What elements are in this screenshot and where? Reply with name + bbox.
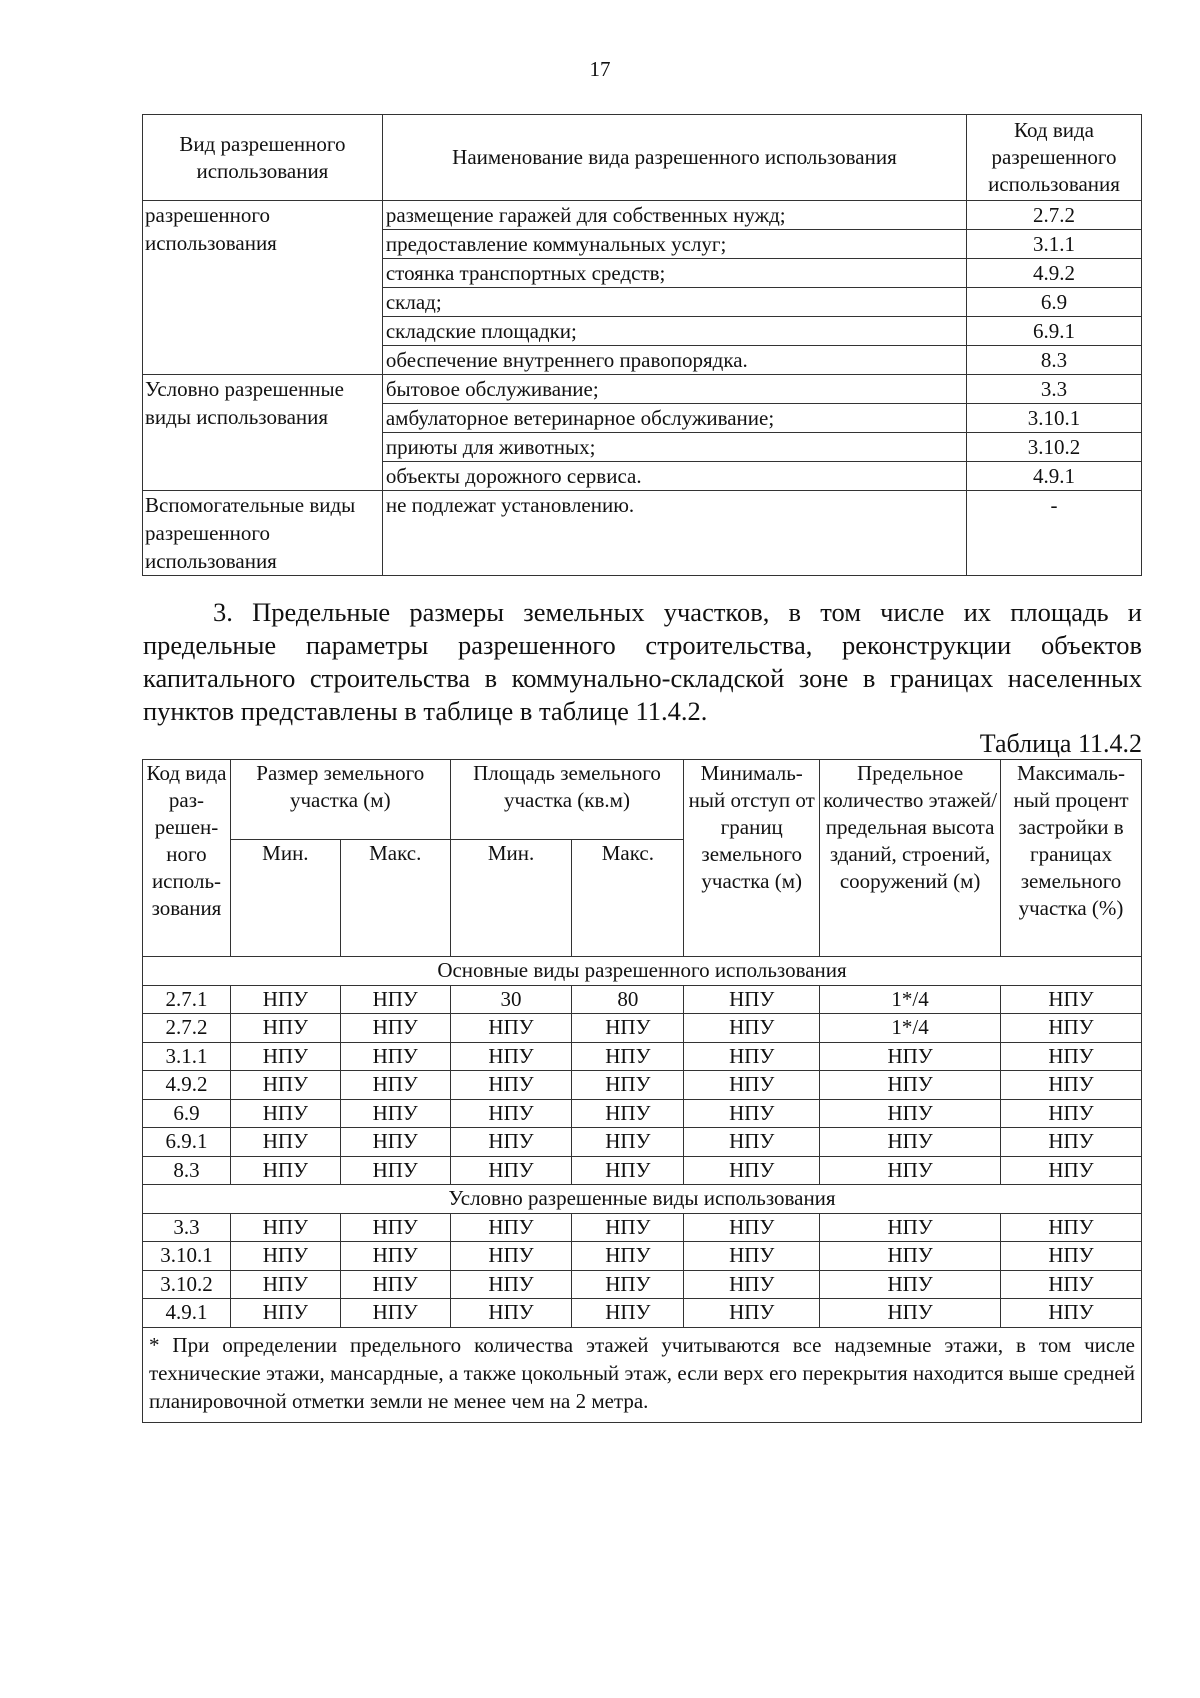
cell: НПУ	[1001, 1128, 1142, 1157]
table-row	[143, 1270, 1142, 1299]
cell: НПУ	[230, 1014, 340, 1043]
cell: НПУ	[230, 1213, 340, 1242]
header-code: Код вида раз- решен- ного исполь- зования	[143, 760, 231, 957]
cell: НПУ	[450, 1242, 572, 1271]
cell: НПУ	[820, 1299, 1001, 1328]
cell: НПУ	[572, 1128, 684, 1157]
cell: НПУ	[684, 1014, 820, 1043]
cell: НПУ	[340, 1014, 450, 1043]
page-number: 17	[589, 57, 611, 81]
use-code-cell: -	[967, 491, 1142, 576]
use-code-cell: 8.3	[967, 346, 1142, 375]
cell: НПУ	[230, 1128, 340, 1157]
footnote: * При определении предельного количества этажей учитываются все надземные этажи, в том числе технические этажи, мансардные, а также цокольный этаж, если верх его перекрытия находится выше средней планировочной отметки земли не менее чем на 2 метра.	[143, 1327, 1142, 1422]
header-plot-size-min: Мин.	[230, 840, 340, 957]
cell: НПУ	[340, 1042, 450, 1071]
use-name-cell: бытовое обслуживание;	[382, 375, 966, 404]
cell: 30	[450, 985, 572, 1014]
section-row	[143, 1185, 1142, 1214]
header-plot-area-max: Макс.	[572, 840, 684, 957]
cell: НПУ	[820, 1270, 1001, 1299]
cell: НПУ	[1001, 1213, 1142, 1242]
cell: НПУ	[1001, 1156, 1142, 1185]
table-row	[143, 1213, 1142, 1242]
cell: НПУ	[450, 1071, 572, 1100]
cell: НПУ	[340, 1270, 450, 1299]
table-row	[143, 985, 1142, 1014]
use-code-cell: 3.10.2	[967, 433, 1142, 462]
use-code-cell: 3.10.1	[967, 404, 1142, 433]
cell: НПУ	[1001, 1299, 1142, 1328]
table-row	[143, 375, 1142, 404]
cell: НПУ	[820, 1128, 1001, 1157]
cell: 3.1.1	[143, 1042, 231, 1071]
header-min-setback: Минималь- ный отступ от границ земельного участка (м)	[684, 760, 820, 957]
cell: НПУ	[684, 1299, 820, 1328]
cell: НПУ	[684, 1156, 820, 1185]
use-name-cell: стоянка транспортных средств;	[382, 259, 966, 288]
section-title: Условно разрешенные виды использования	[143, 1185, 1142, 1214]
cell: НПУ	[1001, 1071, 1142, 1100]
use-code-cell: 4.9.2	[967, 259, 1142, 288]
header-max-floors: Предельное количество этажей/ предельная высота зданий, строений, сооружений (м)	[820, 760, 1001, 957]
cell: НПУ	[572, 1071, 684, 1100]
header-plot-area: Площадь земельного участка (кв.м)	[450, 760, 684, 840]
cell: 8.3	[143, 1156, 231, 1185]
use-code-cell: 3.3	[967, 375, 1142, 404]
cell: НПУ	[230, 1299, 340, 1328]
use-code-cell: 2.7.2	[967, 201, 1142, 230]
cell: НПУ	[450, 1270, 572, 1299]
cell: НПУ	[340, 1242, 450, 1271]
cell: НПУ	[1001, 985, 1142, 1014]
cell: НПУ	[820, 1099, 1001, 1128]
header-plot-size-max: Макс.	[340, 840, 450, 957]
category-cell: Вспомогательные виды разрешенного использования	[143, 491, 383, 576]
table-row	[143, 1042, 1142, 1071]
cell: НПУ	[340, 1156, 450, 1185]
cell: НПУ	[684, 1071, 820, 1100]
cell: НПУ	[450, 1014, 572, 1043]
header-plot-area-min: Мин.	[450, 840, 572, 957]
cell: НПУ	[684, 1213, 820, 1242]
paragraph-text: 3. Предельные размеры земельных участков, в том числе их площадь и предельные параметры разрешенного строительства, реконструкции объектов капитального строительства в коммунально-складской зоне в границах населенных пунктов представлены в таблице в таблице 11.4.2.	[143, 597, 1142, 726]
use-name-cell: склад;	[382, 288, 966, 317]
cell: НПУ	[820, 1042, 1001, 1071]
cell: НПУ	[684, 1270, 820, 1299]
cell: НПУ	[450, 1042, 572, 1071]
use-name-cell: складские площадки;	[382, 317, 966, 346]
cell: НПУ	[1001, 1242, 1142, 1271]
table-row	[143, 1099, 1142, 1128]
cell: 3.10.2	[143, 1270, 231, 1299]
cell: НПУ	[230, 985, 340, 1014]
cell: НПУ	[572, 1014, 684, 1043]
table-row	[143, 1014, 1142, 1043]
cell: 2.7.2	[143, 1014, 231, 1043]
table-row	[143, 1071, 1142, 1100]
cell: НПУ	[230, 1270, 340, 1299]
cell: 6.9.1	[143, 1128, 231, 1157]
cell: НПУ	[684, 985, 820, 1014]
header-use-code: Код вида разрешенного использования	[967, 115, 1142, 201]
cell: НПУ	[450, 1213, 572, 1242]
section-title: Основные виды разрешенного использования	[143, 957, 1142, 986]
cell: 2.7.1	[143, 985, 231, 1014]
cell: НПУ	[230, 1242, 340, 1271]
table-row	[143, 201, 1142, 230]
cell: НПУ	[684, 1042, 820, 1071]
cell: 1*/4	[820, 985, 1001, 1014]
use-name-cell: объекты дорожного сервиса.	[382, 462, 966, 491]
cell: НПУ	[230, 1042, 340, 1071]
category-cell: Условно разрешенные виды использования	[143, 375, 383, 491]
category-cell: разрешенного использования	[143, 201, 383, 375]
cell: 80	[572, 985, 684, 1014]
footnote-row	[143, 1327, 1142, 1422]
cell: НПУ	[572, 1156, 684, 1185]
cell: НПУ	[230, 1156, 340, 1185]
cell: НПУ	[1001, 1042, 1142, 1071]
use-name-cell: размещение гаражей для собственных нужд;	[382, 201, 966, 230]
cell: НПУ	[340, 1099, 450, 1128]
table-row	[143, 1156, 1142, 1185]
table-row	[143, 1128, 1142, 1157]
cell: 4.9.2	[143, 1071, 231, 1100]
cell: НПУ	[572, 1242, 684, 1271]
cell: НПУ	[450, 1099, 572, 1128]
use-name-cell: приюты для животных;	[382, 433, 966, 462]
cell: 6.9	[143, 1099, 231, 1128]
use-code-cell: 6.9	[967, 288, 1142, 317]
cell: НПУ	[572, 1213, 684, 1242]
cell: НПУ	[340, 1071, 450, 1100]
cell: НПУ	[1001, 1099, 1142, 1128]
use-code-cell: 3.1.1	[967, 230, 1142, 259]
table-row	[143, 1299, 1142, 1328]
header-use-name: Наименование вида разрешенного использования	[382, 115, 966, 201]
cell: НПУ	[1001, 1270, 1142, 1299]
table-row	[143, 1242, 1142, 1271]
permitted-uses-table	[142, 114, 1142, 576]
cell: НПУ	[684, 1242, 820, 1271]
use-code-cell: 4.9.1	[967, 462, 1142, 491]
header-use-type: Вид разрешенного использования	[143, 115, 383, 201]
cell: НПУ	[340, 1299, 450, 1328]
section-row	[143, 957, 1142, 986]
cell: НПУ	[450, 1299, 572, 1328]
table-caption: Таблица 11.4.2	[979, 729, 1142, 758]
header-max-coverage: Максималь- ный процент застройки в границах земельного участка (%)	[1001, 760, 1142, 957]
cell: НПУ	[684, 1099, 820, 1128]
cell: НПУ	[340, 985, 450, 1014]
cell: НПУ	[572, 1042, 684, 1071]
cell: 3.3	[143, 1213, 231, 1242]
cell: НПУ	[572, 1299, 684, 1328]
use-name-cell: амбулаторное ветеринарное обслуживание;	[382, 404, 966, 433]
header-plot-size: Размер земельного участка (м)	[230, 760, 450, 840]
cell: НПУ	[230, 1099, 340, 1128]
cell: НПУ	[340, 1213, 450, 1242]
cell: НПУ	[340, 1128, 450, 1157]
use-name-cell: не подлежат установлению.	[382, 491, 966, 576]
use-name-cell: обеспечение внутреннего правопорядка.	[382, 346, 966, 375]
cell: НПУ	[572, 1099, 684, 1128]
cell: НПУ	[820, 1213, 1001, 1242]
cell: НПУ	[684, 1128, 820, 1157]
cell: 1*/4	[820, 1014, 1001, 1043]
parameters-table	[142, 759, 1142, 1423]
cell: 4.9.1	[143, 1299, 231, 1328]
cell: НПУ	[820, 1242, 1001, 1271]
cell: НПУ	[572, 1270, 684, 1299]
body-paragraph	[143, 596, 1142, 728]
use-name-cell: предоставление коммунальных услуг;	[382, 230, 966, 259]
cell: НПУ	[230, 1071, 340, 1100]
table-row	[143, 491, 1142, 576]
cell: НПУ	[820, 1156, 1001, 1185]
use-code-cell: 6.9.1	[967, 317, 1142, 346]
cell: НПУ	[450, 1156, 572, 1185]
cell: 3.10.1	[143, 1242, 231, 1271]
cell: НПУ	[1001, 1014, 1142, 1043]
cell: НПУ	[450, 1128, 572, 1157]
cell: НПУ	[820, 1071, 1001, 1100]
